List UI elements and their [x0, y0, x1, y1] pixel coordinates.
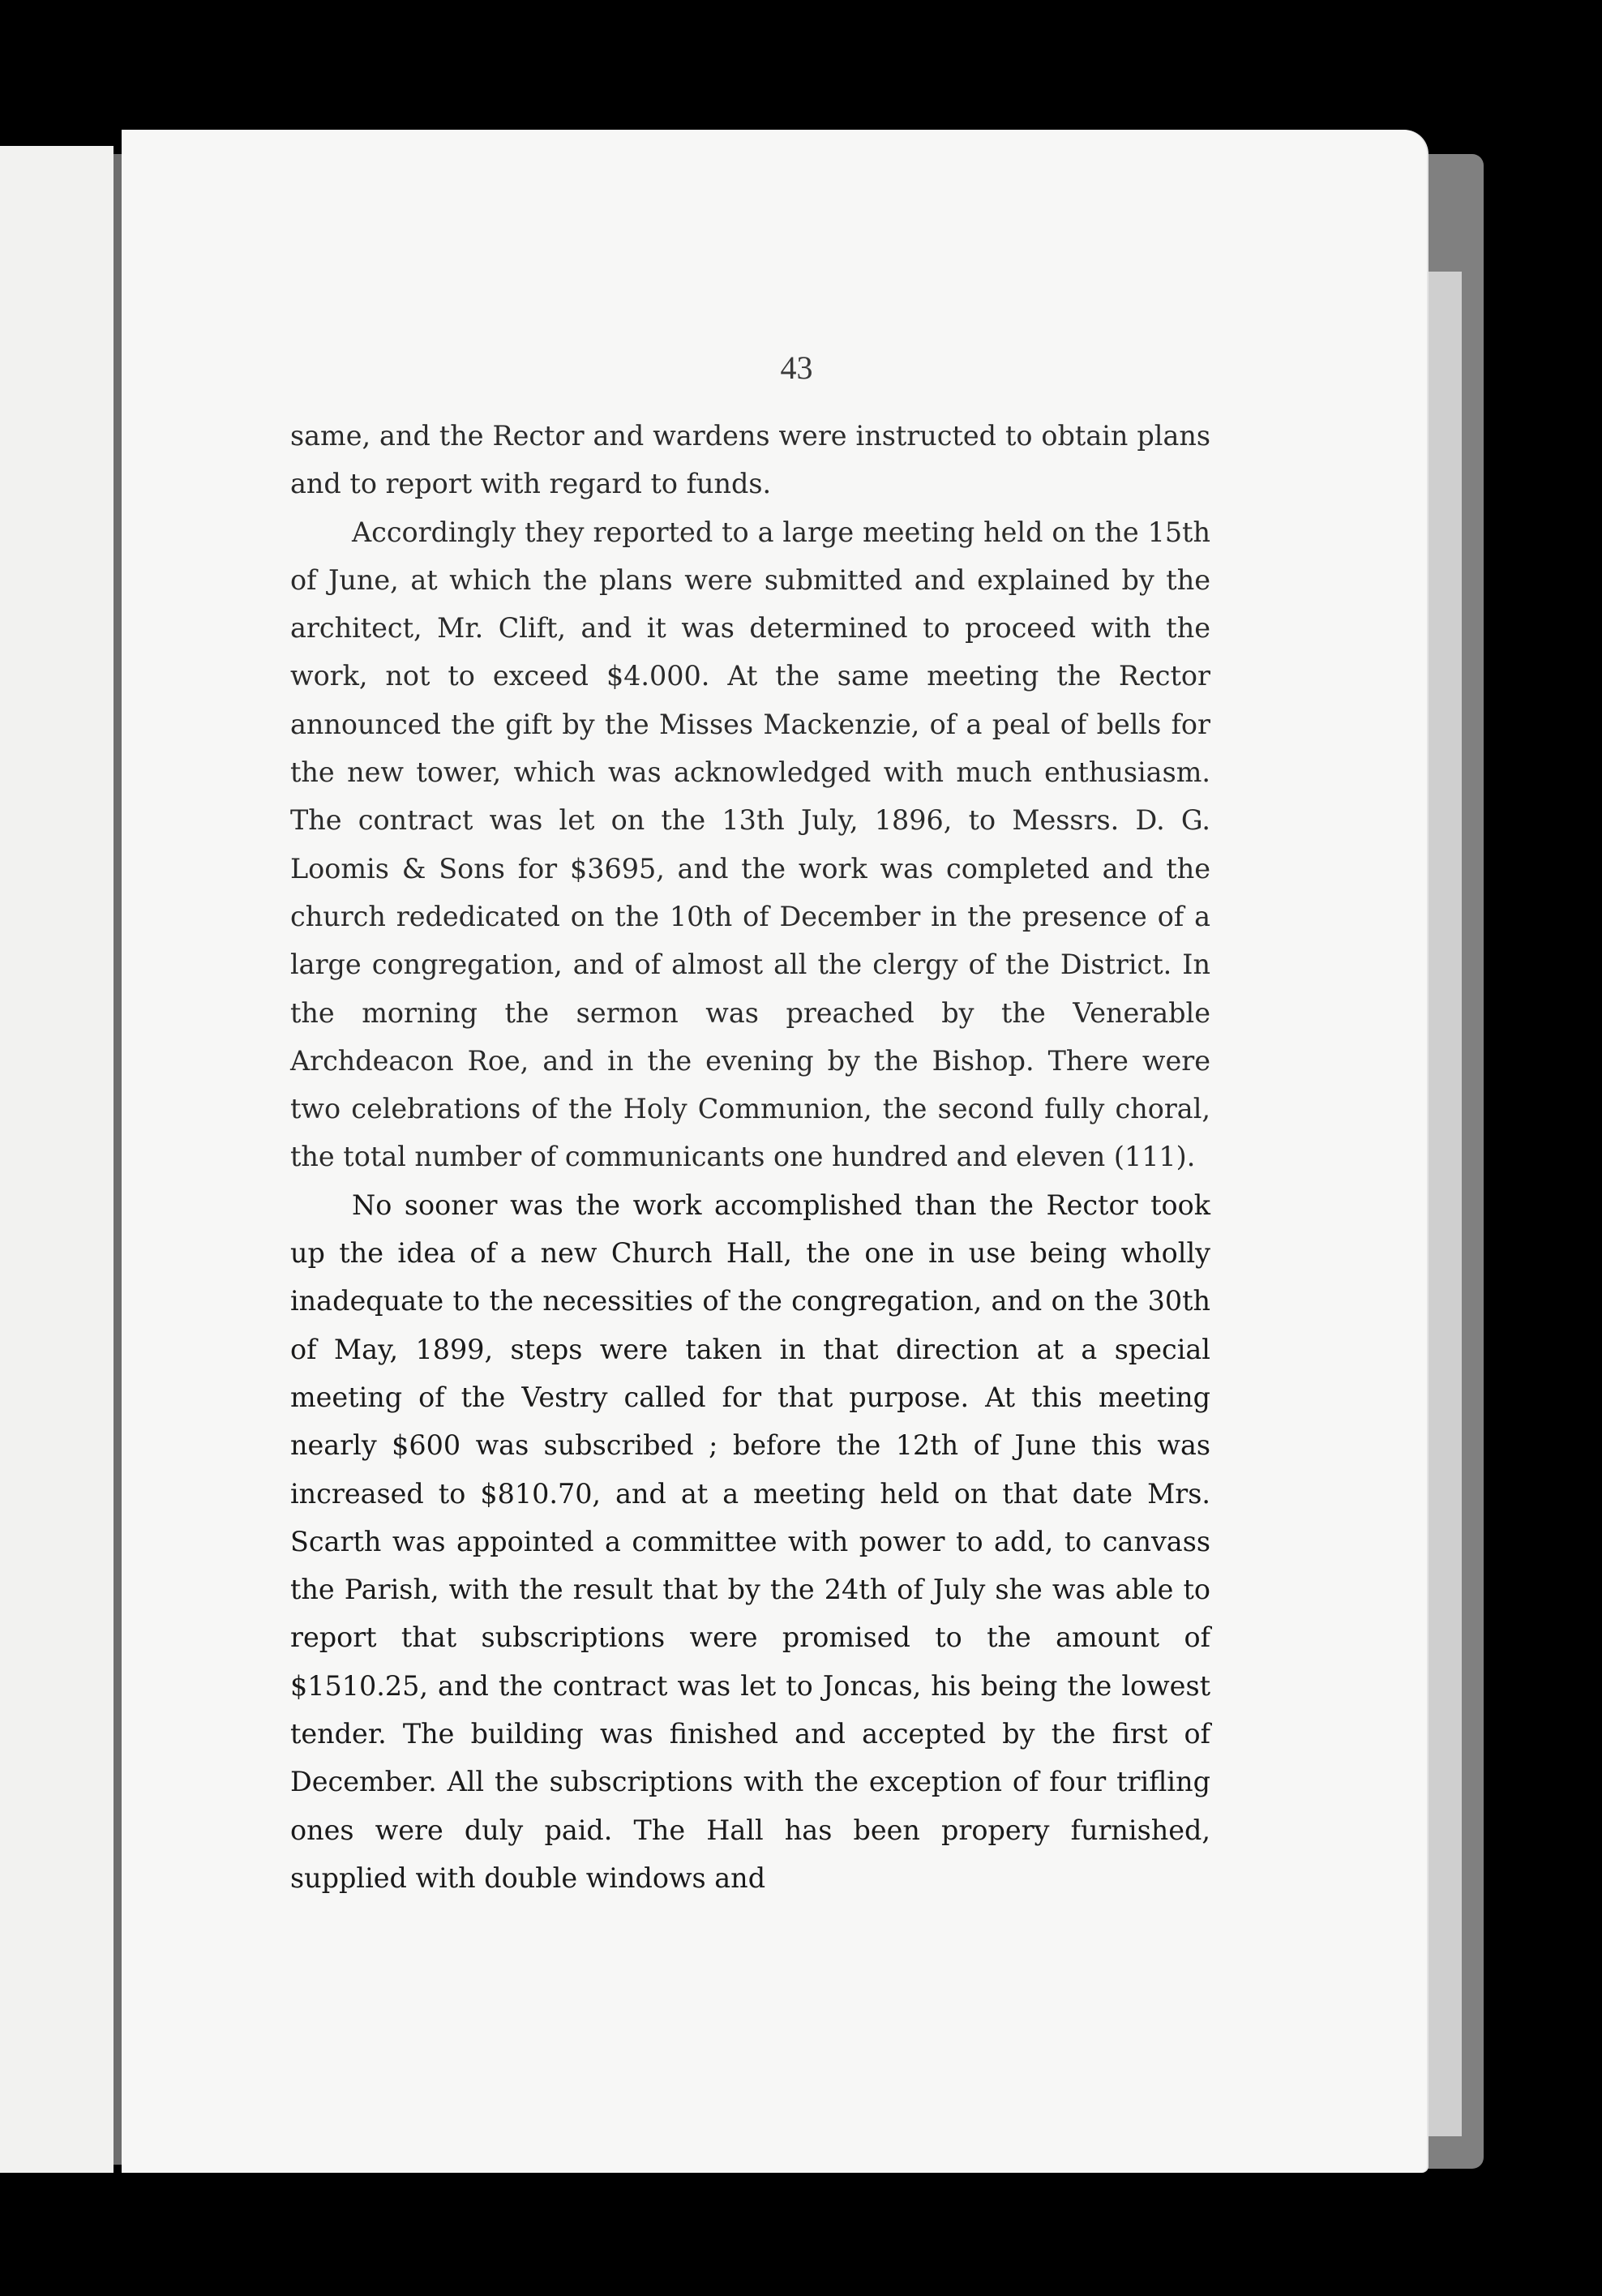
paragraph-church-hall: No sooner was the work accomplished than the Rector took up the idea of a new Church Hall, the one in use being wholly inadequate to the necessities of the congregation, and on the 30th of May, 1899, steps were taken in that direction at a special meeting of the Vestry called for that purpose. At this meeting nearly $600 was subscribed ; before the 12th of June this was increased to $810.70, and at a meeting held on that date Mrs. Scarth was appointed a committee with power to add, to canvass the Parish, with the result that by the 24th of July she was able to report that subscriptions were promised to the amount of $1510.25, and the contract was let to Joncas, his being the lowest tender. The building was finished and accepted by the first of December. All the subscriptions with the exception of four trifling ones were duly paid. The Hall has been propery furnished, supplied with double windows and: [290, 1189, 1210, 1894]
paragraph-accordingly: Accordingly they reported to a large meeting held on the 15th of June, at which the plans were submitted and explained by the architect, Mr. Clift, and it was determined to proceed with the work, not to exceed $4.000. At the same meeting the Rector announced the gift by the Misses Mackenzie, of a peal of bells for the new tower, which was acknowledged with much enthusiasm. The contract was let on the 13th July, 1896, to Messrs. D. G. Loomis & Sons for $3695, and the work was completed and the church rededicated on the 10th of December in the presence of a large congregation, and of almost all the clergy of the District. In the morning the sermon was preached by the Venerable Archdeacon Roe, and in the evening by the Bishop. There were two celebrations of the Holy Communion, the second fully choral, the total number of communicants one hundred and eleven (111).: [290, 516, 1210, 1173]
previous-page-edge: [0, 146, 114, 2173]
body-text: [290, 412, 1210, 1902]
page-number: 43: [780, 349, 813, 386]
paragraph-continued: same, and the Rector and wardens were instructed to obtain plans and to report with regard to funds.: [290, 420, 1210, 500]
